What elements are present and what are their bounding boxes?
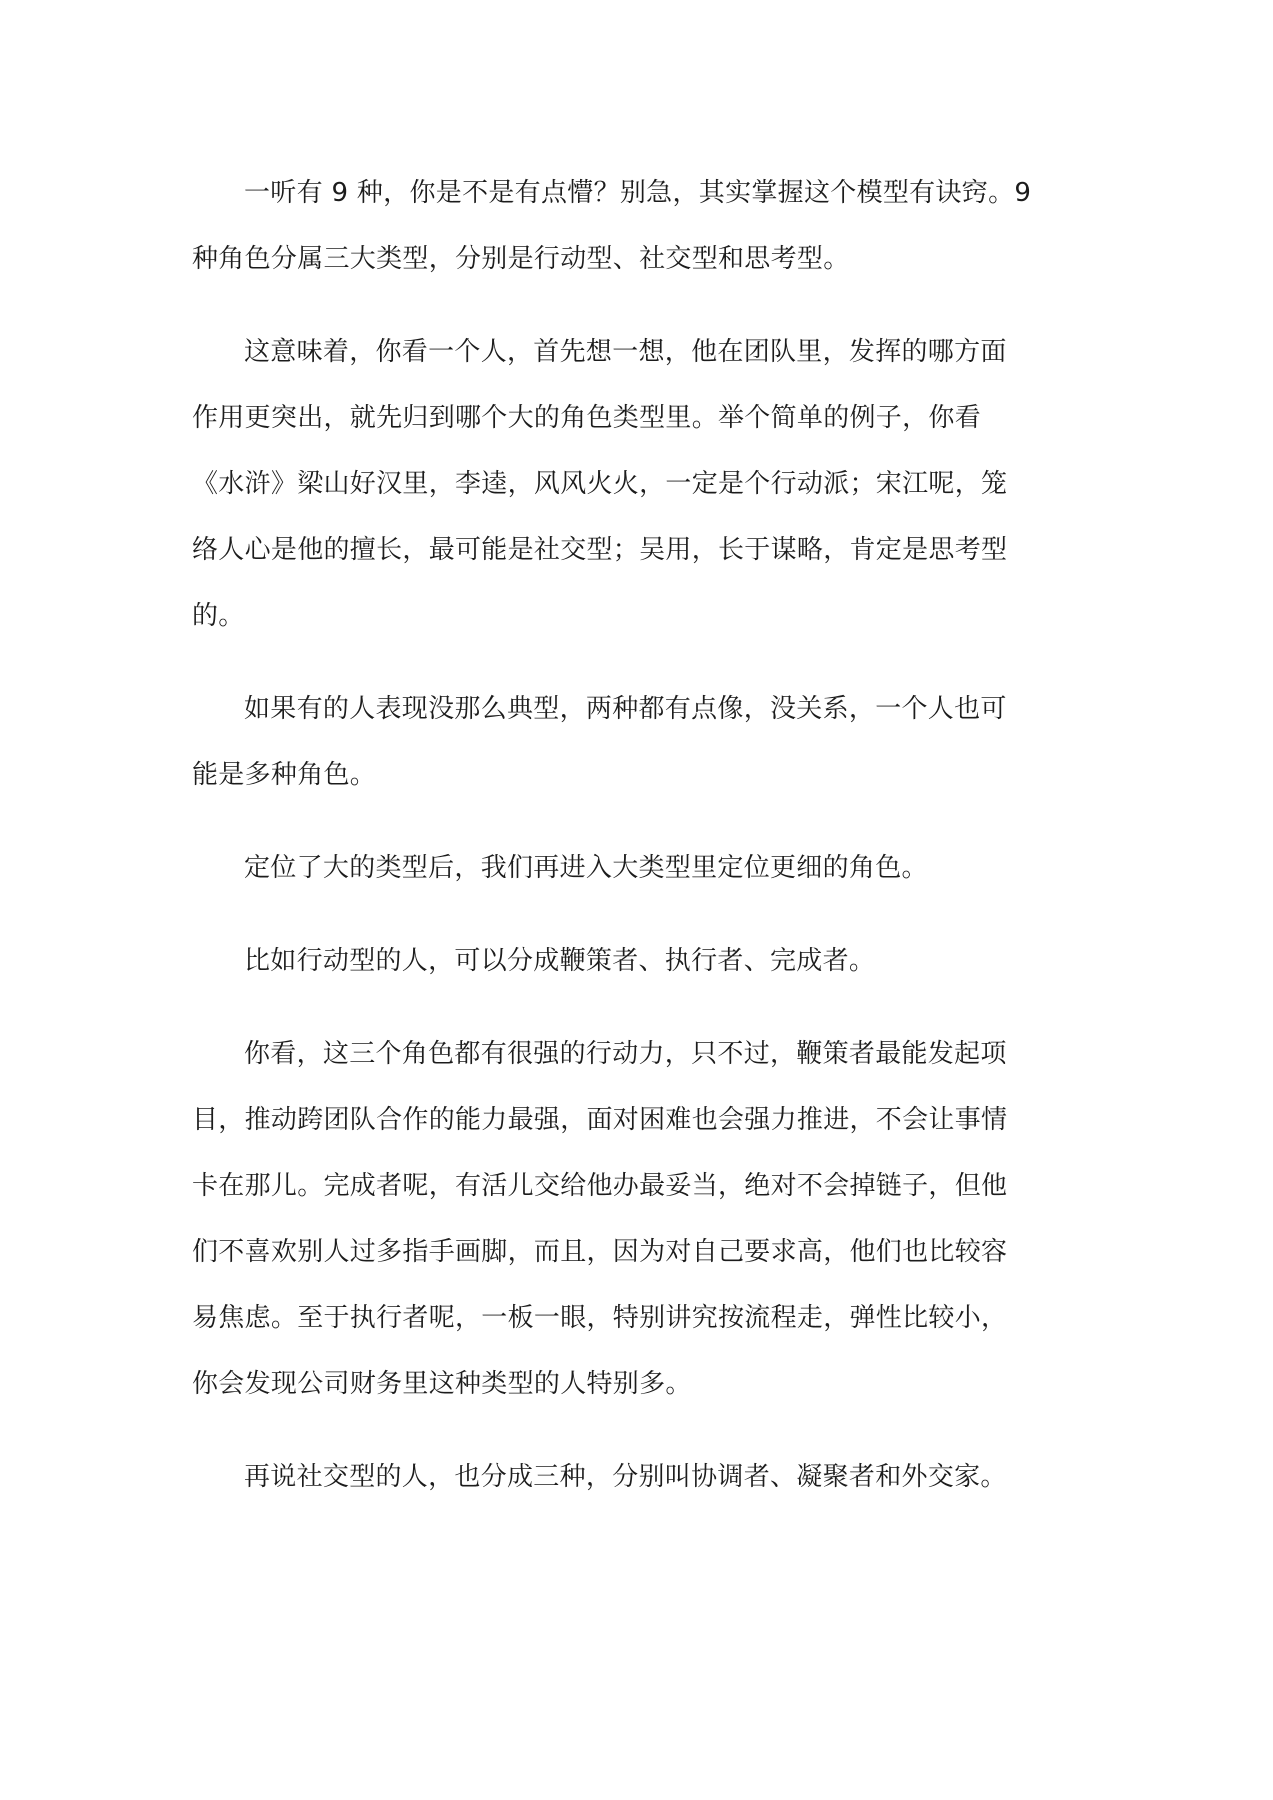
- text-line: 卡在那儿。完成者呢，有活儿交给他办最妥当，绝对不会掉链子，但他: [192, 1171, 1008, 1201]
- paragraph: [192, 160, 1084, 292]
- paragraph: [192, 676, 1084, 808]
- paragraph: [192, 928, 1084, 994]
- paragraph: [192, 1444, 1084, 1510]
- text-line: 目，推动跨团队合作的能力最强，面对困难也会强力推进，不会让事情: [192, 1105, 1008, 1135]
- text-line: 作用更突出，就先归到哪个大的角色类型里。举个简单的例子，你看: [192, 403, 982, 433]
- text-line: 的。: [192, 601, 245, 631]
- text-line: 一听有 9 种，你是不是有点懵？别急，其实掌握这个模型有诀窍。9: [244, 178, 1032, 208]
- text-line: 能是多种角色。: [192, 760, 377, 790]
- text-line: 再说社交型的人，也分成三种，分别叫协调者、凝聚者和外交家。: [244, 1462, 1007, 1492]
- text-line: 络人心是他的擅长，最可能是社交型；吴用，长于谋略，肯定是思考型: [192, 535, 1008, 565]
- text-line: 你看，这三个角色都有很强的行动力，只不过，鞭策者最能发起项: [244, 1039, 1007, 1069]
- text-line: 比如行动型的人，可以分成鞭策者、执行者、完成者。: [244, 946, 876, 976]
- text-line: 易焦虑。至于执行者呢，一板一眼，特别讲究按流程走，弹性比较小，: [192, 1303, 1008, 1333]
- article-body: [192, 160, 1084, 1537]
- paragraph: [192, 319, 1084, 649]
- paragraph: [192, 835, 1084, 901]
- paragraph: [192, 1021, 1084, 1417]
- text-line: 这意味着，你看一个人，首先想一想，他在团队里，发挥的哪方面: [244, 337, 1007, 367]
- text-line: 种角色分属三大类型，分别是行动型、社交型和思考型。: [192, 244, 850, 274]
- text-line: 你会发现公司财务里这种类型的人特别多。: [192, 1369, 692, 1399]
- text-line: 如果有的人表现没那么典型，两种都有点像，没关系，一个人也可: [244, 694, 1007, 724]
- text-line: 定位了大的类型后，我们再进入大类型里定位更细的角色。: [244, 853, 928, 883]
- text-line: 《水浒》梁山好汉里，李逵，风风火火，一定是个行动派；宋江呢，笼: [192, 469, 1008, 499]
- text-line: 们不喜欢别人过多指手画脚，而且，因为对自己要求高，他们也比较容: [192, 1237, 1008, 1267]
